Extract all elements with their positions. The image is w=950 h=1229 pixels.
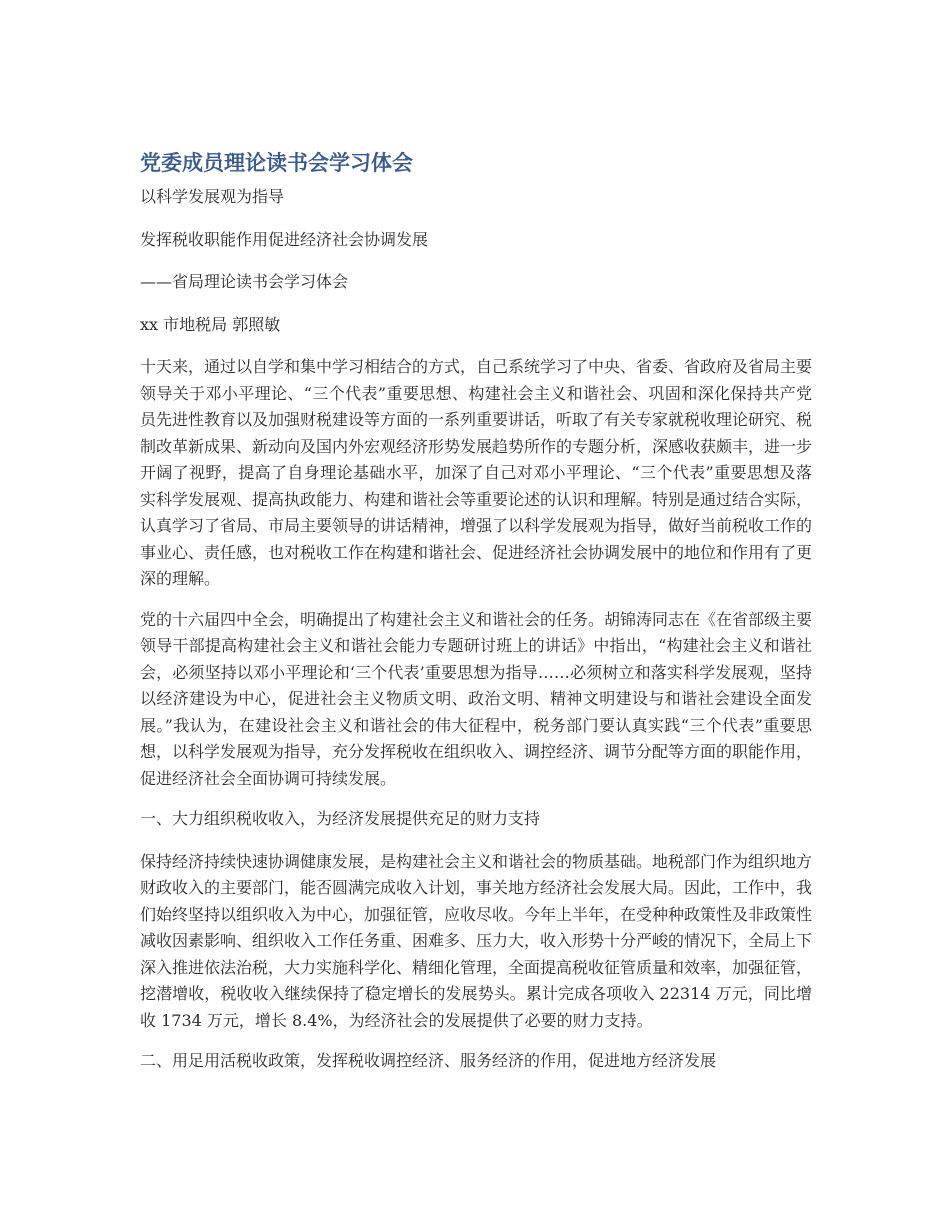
author-line: xx 市地税局 郭照敏 (140, 314, 281, 334)
section-heading-2: 二、用足用活税收政策，发挥税收调控经济、服务经济的作用，促进地方经济发展 (140, 1051, 717, 1070)
paragraph-harmonious-society: 党的十六届四中全会，明确提出了构建社会主义和谐社会的任务。胡锦涛同志在《在省部级主要领导干部提高构建社会主义和谐社会能力专题研讨班上的讲话》中指出，“构建社会主义和谐社会，必须坚持以邓小平理论和‘三个代表’重要思想为指导……必须树立和落实科学发展观，坚持以经济建设为中心，促进社会主义物质文明、政治文明、精神文明建设与和谐社会建设全面发展。”我认为，在建设社会主义和谐社会的伟大征程中，税务部门要认真实践“三个代表”重要思想，以科学发展观为指导，充分发挥税收在组织收入、调控经济、调节分配等方面的职能作用，促进经济社会全面协调可持续发展。 (140, 609, 813, 788)
section-heading-1: 一、大力组织税收收入，为经济发展提供充足的财力支持 (140, 809, 541, 828)
document-page (140, 148, 812, 1091)
subtitle-main: 发挥税收职能作用促进经济社会协调发展 (140, 229, 429, 249)
subtitle-guidance: 以科学发展观为指导 (140, 187, 285, 206)
subtitle-source: ——省局理论读书会学习体会 (140, 272, 349, 291)
paragraph-intro: 十天来，通过以自学和集中学习相结合的方式，自己系统学习了中央、省委、省政府及省局主要领导关于邓小平理论、“三个代表”重要思想、构建社会主义和谐社会、巩固和深化保持共产党员先进性教育以及加强财税建设等方面的一系列重要讲话，听取了有关专家就税收理论研究、税制改革新成果、新动向及国内外宏观经济形势发展趋势所作的专题分析，深感收获颇丰，进一步开阔了视野，提高了自身理论基础水平，加深了自己对邓小平理论、“三个代表”重要思想及落实科学发展观、提高执政能力、构建和谐社会等重要论述的认识和理解。特别是通过结合实际，认真学习了省局、市局主要领导的讲话精神，增强了以科学发展观为指导，做好当前税收工作的事业心、责任感，也对税收工作在构建和谐社会、促进经济社会协调发展中的地位和作用有了更深的理解。 (140, 357, 813, 588)
paragraph-tax-revenue: 保持经济持续快速协调健康发展，是构建社会主义和谐社会的物质基础。地税部门作为组织地方财政收入的主要部门，能否圆满完成收入计划，事关地方经济社会发展大局。因此，工作中，我们始终坚持以组织收入为中心，加强征管，应收尽收。今年上半年，在受种种政策性及非政策性减收因素影响、组织收入工作任务重、困难多、压力大，收入形势十分严峻的情况下，全局上下深入推进依法治税，大力实施科学化、精细化管理，全面提高税收征管质量和效率，加强征管，挖潜增收，税收收入继续保持了稳定增长的发展势头。累计完成各项收入 22314 万元，同比增收 1734 万元，增长 8.4%，为经济社会的发展提供了必要的财力支持。 (140, 851, 813, 1030)
document-title: 党委成员理论读书会学习体会 (140, 151, 413, 175)
